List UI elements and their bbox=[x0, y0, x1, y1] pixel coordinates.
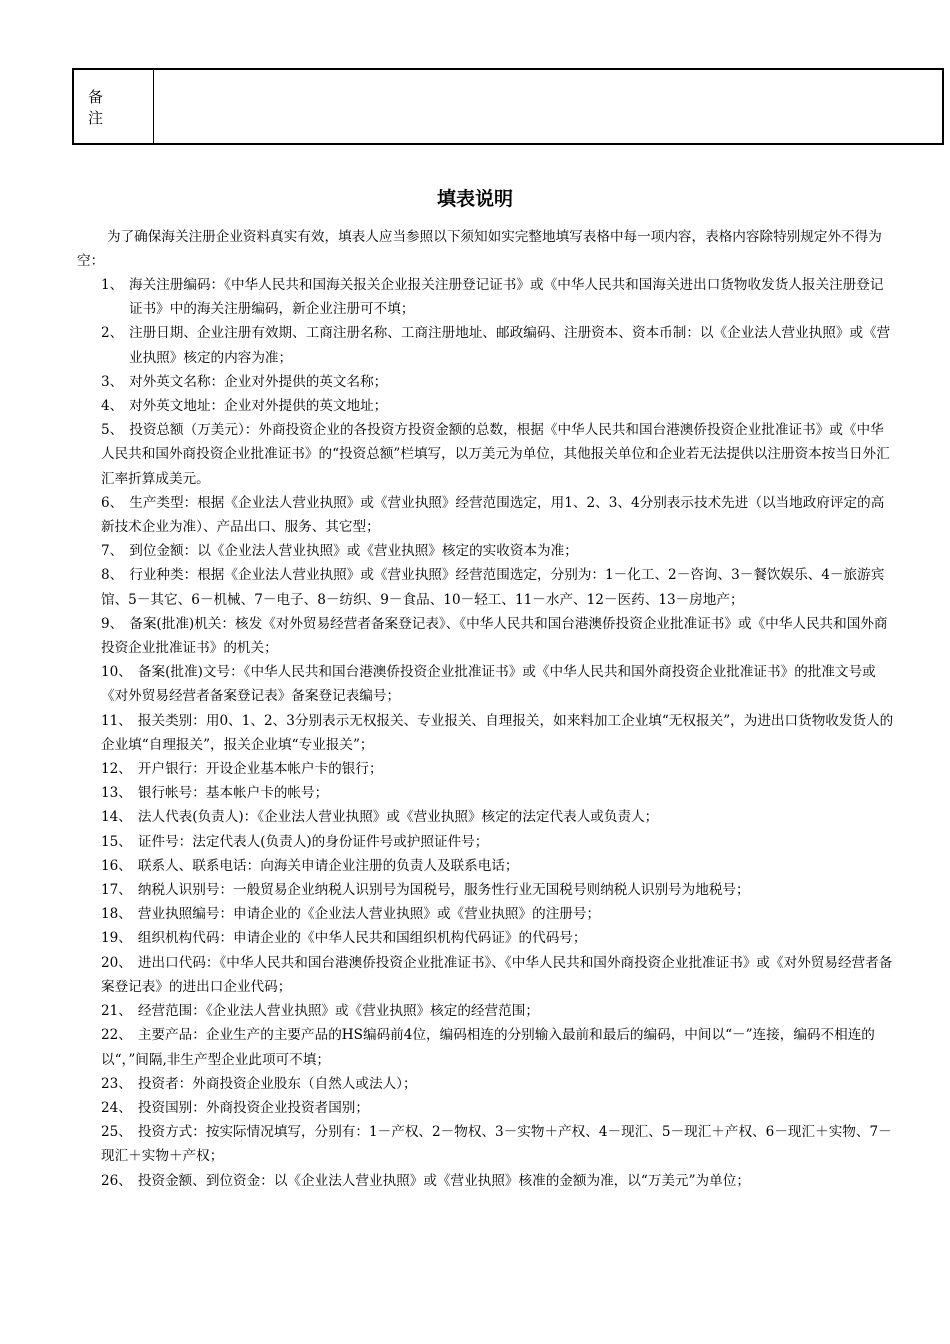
instruction-item bbox=[77, 370, 895, 394]
instruction-item bbox=[77, 999, 895, 1023]
instructions-title: 填表说明 bbox=[436, 188, 513, 210]
remark-table bbox=[72, 68, 944, 145]
instruction-item-text: 投资国别：外商投资企业投资者国别； bbox=[137, 1099, 369, 1116]
instruction-item bbox=[77, 926, 895, 950]
instruction-item bbox=[77, 830, 895, 854]
instruction-item-number: 18、 bbox=[101, 906, 132, 923]
instruction-item-number: 8、 bbox=[101, 567, 124, 584]
instruction-item-number: 5、 bbox=[101, 422, 124, 439]
instruction-item-number: 3、 bbox=[101, 373, 124, 390]
instruction-item bbox=[77, 660, 895, 708]
instruction-item-text: 行业种类：根据《企业法人营业执照》或《营业执照》经营范围选定，分别为：1－化工、2－咨询、3－餐饮娱乐、4－旅游宾馆、5－其它、6－机械、7－电子、8－纺织、9－食品、10－轻工、11－水产、12－医药、13－房地产； bbox=[101, 567, 885, 608]
instructions-intro: 为了确保海关注册企业资料真实有效，填表人应当参照以下须知如实完整地填写表格中每一项内容，表格内容除特别规定外不得为空： bbox=[77, 229, 882, 269]
instruction-item bbox=[77, 418, 895, 491]
remark-label: 备 注 bbox=[74, 70, 154, 143]
instruction-item bbox=[77, 805, 895, 829]
instruction-item bbox=[77, 1072, 895, 1096]
instruction-item-text: 银行帐号：基本帐户卡的帐号； bbox=[137, 785, 329, 802]
instruction-item-number: 21、 bbox=[101, 1003, 132, 1020]
instruction-item-text: 证件号：法定代表人(负责人)的身份证件号或护照证件号； bbox=[137, 833, 489, 850]
instruction-item-text: 主要产品：企业生产的主要产品的HS编码前4位，编码相连的分别输入最前和最后的编码，中间以“－”连接，编码不相连的以“，”间隔,非生产型企业此项可不填； bbox=[101, 1027, 875, 1068]
instruction-item-text: 进出口代码：《中华人民共和国台港澳侨投资企业批准证书》、《中华人民共和国外商投资企业批准证书》或《对外贸易经营者备案登记表》的进出口企业代码； bbox=[101, 954, 893, 995]
instruction-item-number: 14、 bbox=[101, 809, 132, 826]
instruction-item-number: 15、 bbox=[101, 833, 132, 850]
instruction-item-number: 4、 bbox=[101, 398, 124, 415]
instruction-item-number: 16、 bbox=[101, 857, 132, 874]
instruction-item-number: 1、 bbox=[101, 277, 124, 293]
instruction-item-text: 投资者：外商投资企业股东（自然人或法人）； bbox=[137, 1075, 417, 1092]
instruction-item-text: 投资总额（万美元）：外商投资企业的各投资方投资金额的总数，根据《中华人民共和国台港澳侨投资企业批准证书》或《中华人民共和国外商投资企业批准证书》的“投资总额”栏填写，以万美元为单位，其他报关单位和企业若无法提供以注册资本按当日外汇汇率折算成美元。 bbox=[101, 422, 890, 487]
instruction-item-number: 2、 bbox=[101, 325, 124, 342]
instruction-item bbox=[77, 878, 895, 902]
instruction-item bbox=[77, 1120, 895, 1168]
instruction-item-number: 11、 bbox=[101, 712, 132, 729]
instruction-item-number: 23、 bbox=[101, 1075, 132, 1092]
instruction-item-number: 10、 bbox=[101, 664, 132, 681]
instruction-item-text: 报关类别：用0、1、2、3分别表示无权报关、专业报关、自理报关，如来料加工企业填“无权报关”，为进出口货物收发货人的企业填“自理报关”，报关企业填“专业报关”； bbox=[101, 712, 894, 753]
instruction-item-text: 组织机构代码：申请企业的《中华人民共和国组织机构代码证》的代码号； bbox=[137, 930, 587, 947]
instruction-item-number: 12、 bbox=[101, 761, 132, 778]
instruction-item bbox=[77, 1023, 895, 1071]
instruction-item-text: 备案(批准)文号：《中华人民共和国台港澳侨投资企业批准证书》或《中华人民共和国外商投资企业批准证书》的批准文号或《对外贸易经营者备案登记表》备案登记表编号； bbox=[101, 664, 876, 705]
instruction-item-number: 20、 bbox=[101, 954, 132, 971]
instruction-item-number: 26、 bbox=[101, 1172, 132, 1189]
instruction-item-text: 到位金额：以《企业法人营业执照》或《营业执照》核定的实收资本为准； bbox=[129, 543, 578, 560]
instruction-item-text: 对外英文地址：企业对外提供的英文地址； bbox=[129, 398, 388, 415]
instruction-item-text: 生产类型：根据《企业法人营业执照》或《营业执照》经营范围选定，用1、2、3、4分别表示技术先进（以当地政府评定的高新技术企业为准）、产品出口、服务、其它型； bbox=[101, 494, 885, 536]
instruction-item-text: 对外英文名称：企业对外提供的英文名称； bbox=[129, 373, 388, 390]
instruction-item-text: 海关注册编码：《中华人民共和国海关报关企业报关注册登记证书》或《中华人民共和国海关进出口货物收发货人报关注册登记证书》中的海关注册编码，新企业注册可不填； bbox=[129, 277, 884, 318]
instruction-item-number: 19、 bbox=[101, 930, 132, 947]
instruction-item bbox=[77, 757, 895, 781]
instruction-item bbox=[77, 563, 895, 611]
instruction-item bbox=[77, 539, 895, 563]
instruction-item-text: 营业执照编号：申请企业的《企业法人营业执照》或《营业执照》的注册号； bbox=[137, 906, 601, 923]
instruction-item bbox=[77, 1096, 895, 1120]
instruction-item-text: 经营范围：《企业法人营业执照》或《营业执照》核定的经营范围； bbox=[137, 1003, 539, 1020]
instruction-item-number: 25、 bbox=[101, 1124, 132, 1141]
instruction-item-text: 纳税人识别号：一般贸易企业纳税人识别号为国税号，服务性行业无国税号则纳税人识别号为地税号； bbox=[137, 882, 750, 899]
instruction-item-text: 注册日期、企业注册有效期、工商注册名称、工商注册地址、邮政编码、注册资本、资本币制：以《企业法人营业执照》或《营业执照》核定的内容为准； bbox=[129, 325, 891, 366]
instruction-item bbox=[77, 491, 895, 539]
instruction-item-number: 6、 bbox=[101, 494, 124, 511]
instruction-item bbox=[77, 781, 895, 805]
instruction-item bbox=[77, 321, 895, 369]
instruction-item-text: 开户银行：开设企业基本帐户卡的银行； bbox=[137, 761, 383, 778]
remark-content-cell[interactable] bbox=[154, 70, 942, 143]
instruction-item-text: 联系人、联系电话：向海关申请企业注册的负责人及联系电话； bbox=[137, 857, 519, 874]
instruction-item bbox=[77, 951, 895, 999]
instruction-item bbox=[77, 709, 895, 757]
instruction-item bbox=[77, 854, 895, 878]
instruction-item bbox=[77, 394, 895, 418]
instruction-item-text: 备案(批准)机关：核发《对外贸易经营者备案登记表》、《中华人民共和国台港澳侨投资企业批准证书》或《中华人民共和国外商投资企业批准证书》的机关； bbox=[101, 615, 888, 657]
instruction-item-text: 法人代表(负责人)：《企业法人营业执照》或《营业执照》核定的法定代表人或负责人； bbox=[137, 809, 659, 826]
instruction-item bbox=[77, 902, 895, 926]
instruction-item bbox=[77, 273, 895, 321]
instruction-item-number: 17、 bbox=[101, 882, 132, 899]
instruction-item bbox=[77, 612, 895, 660]
instruction-item-number: 7、 bbox=[101, 543, 124, 560]
instruction-item-number: 22、 bbox=[101, 1027, 132, 1044]
instruction-item-number: 9、 bbox=[101, 615, 124, 632]
instruction-item-number: 24、 bbox=[101, 1099, 132, 1116]
instruction-item bbox=[77, 1169, 895, 1193]
instruction-item-text: 投资方式：按实际情况填写，分别有：1－产权、2－物权、3－实物＋产权、4－现汇、5－现汇＋产权、6－现汇＋实物、7－现汇＋实物＋产权； bbox=[101, 1124, 892, 1165]
instruction-item-text: 投资金额、到位资金：以《企业法人营业执照》或《营业执照》核准的金额为准，以“万美元”为单位； bbox=[137, 1172, 750, 1189]
instruction-item-number: 13、 bbox=[101, 785, 132, 802]
instructions-list bbox=[77, 273, 895, 1193]
